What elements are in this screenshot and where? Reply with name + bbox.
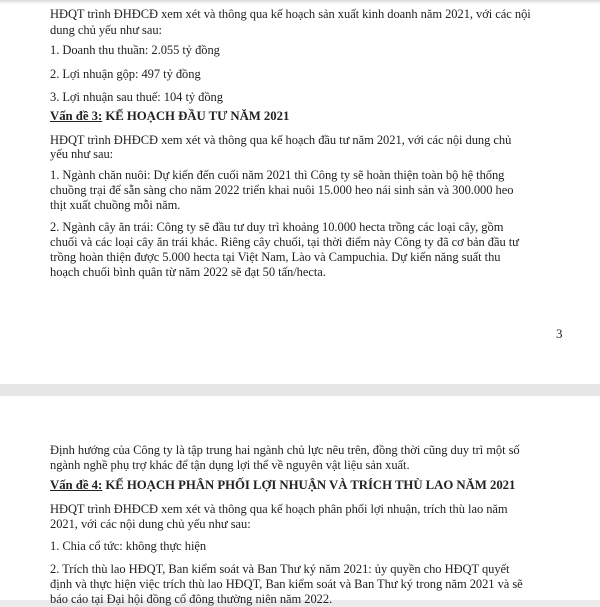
target-gross-profit: 2. Lợi nhuận gộp: 497 tỷ đồng: [50, 67, 201, 81]
profit-intro-line-2: 2021, với các nội dung chủ yếu như sau:: [50, 517, 251, 531]
remuneration-line-2: định và thực hiện việc trích thù lao HĐQT, Ban kiểm soát và Ban Thư ký trong năm 2021 và sẽ: [50, 577, 523, 591]
section-4-label: Vấn đề 4:: [50, 478, 103, 492]
investment-intro-line-1: HĐQT trình ĐHĐCĐ xem xét và thông qua kế hoạch đầu tư năm 2021, với các nội dung chủ: [50, 133, 512, 147]
business-plan-intro-line-1: HĐQT trình ĐHĐCĐ xem xét và thông qua kế hoạch sản xuất kinh doanh năm 2021, với các nội: [50, 7, 531, 21]
livestock-line-2: chuồng trại để sẵn sàng cho năm 2022 triển khai nuôi 15.000 heo nái sinh sản và 300.000 heo: [50, 183, 514, 197]
livestock-line-3: thịt xuất chuồng mỗi năm.: [50, 198, 181, 212]
section-3-title: KẾ HOẠCH ĐẦU TƯ NĂM 2021: [105, 109, 290, 123]
remuneration-line-3: báo cáo tại Đại hội đồng cổ đông thường niên năm 2022.: [50, 592, 333, 606]
fruit-line-2: chuối và các loại cây ăn trái khác. Riêng cây chuối, tại thời điểm này Công ty đã cơ bản đầu tư: [50, 235, 519, 249]
section-4-heading: [50, 478, 570, 493]
investment-intro-line-2: yếu như sau:: [50, 147, 114, 161]
page-top-shadow: [0, 0, 600, 4]
target-net-profit: 3. Lợi nhuận sau thuế: 104 tỷ đồng: [50, 90, 223, 104]
profit-intro-line-1: HĐQT trình ĐHĐCĐ xem xét và thông qua kế hoạch phân phối lợi nhuận, trích thù lao năm: [50, 502, 508, 516]
remuneration-line-1: 2. Trích thù lao HĐQT, Ban kiểm soát và Ban Thư ký năm 2021: ủy quyền cho HĐQT quyết: [50, 562, 510, 576]
orientation-line-1: Định hướng của Công ty là tập trung hai ngành chủ lực nêu trên, đồng thời cũng duy trì một số: [50, 443, 520, 457]
section-4-title: KẾ HOẠCH PHÂN PHỐI LỢI NHUẬN VÀ TRÍCH THÙ LAO NĂM 2021: [105, 478, 516, 492]
fruit-line-1: 2. Ngành cây ăn trái: Công ty sẽ đầu tư duy trì khoảng 10.000 hecta trồng các loại cây, gồm: [50, 220, 504, 234]
livestock-line-1: 1. Ngành chăn nuôi: Dự kiến đến cuối năm 2021 thì Công ty sẽ hoàn thiện toàn bộ hệ thống: [50, 168, 505, 182]
fruit-line-3: trồng hoàn thiện được 5.000 hecta tại Việt Nam, Lào và Campuchia. Dự kiến năng suất thu: [50, 250, 501, 264]
page-separator: [0, 384, 600, 396]
section-3-label: Vấn đề 3:: [50, 109, 103, 123]
page-number: 3: [556, 326, 563, 341]
document-page-4: [0, 396, 600, 606]
section-3-heading: [50, 109, 570, 124]
dividend-item: 1. Chia cổ tức: không thực hiện: [50, 539, 207, 553]
business-plan-intro-line-2: dung chủ yếu như sau:: [50, 23, 162, 37]
target-revenue: 1. Doanh thu thuần: 2.055 tỷ đồng: [50, 43, 220, 57]
orientation-line-2: ngành nghề phụ trợ khác để tận dụng lợi thế về nguyên vật liệu sản xuất.: [50, 458, 410, 472]
fruit-line-4: hoạch chuối bình quân từ năm 2022 sẽ đạt 50 tấn/hecta.: [50, 265, 326, 279]
